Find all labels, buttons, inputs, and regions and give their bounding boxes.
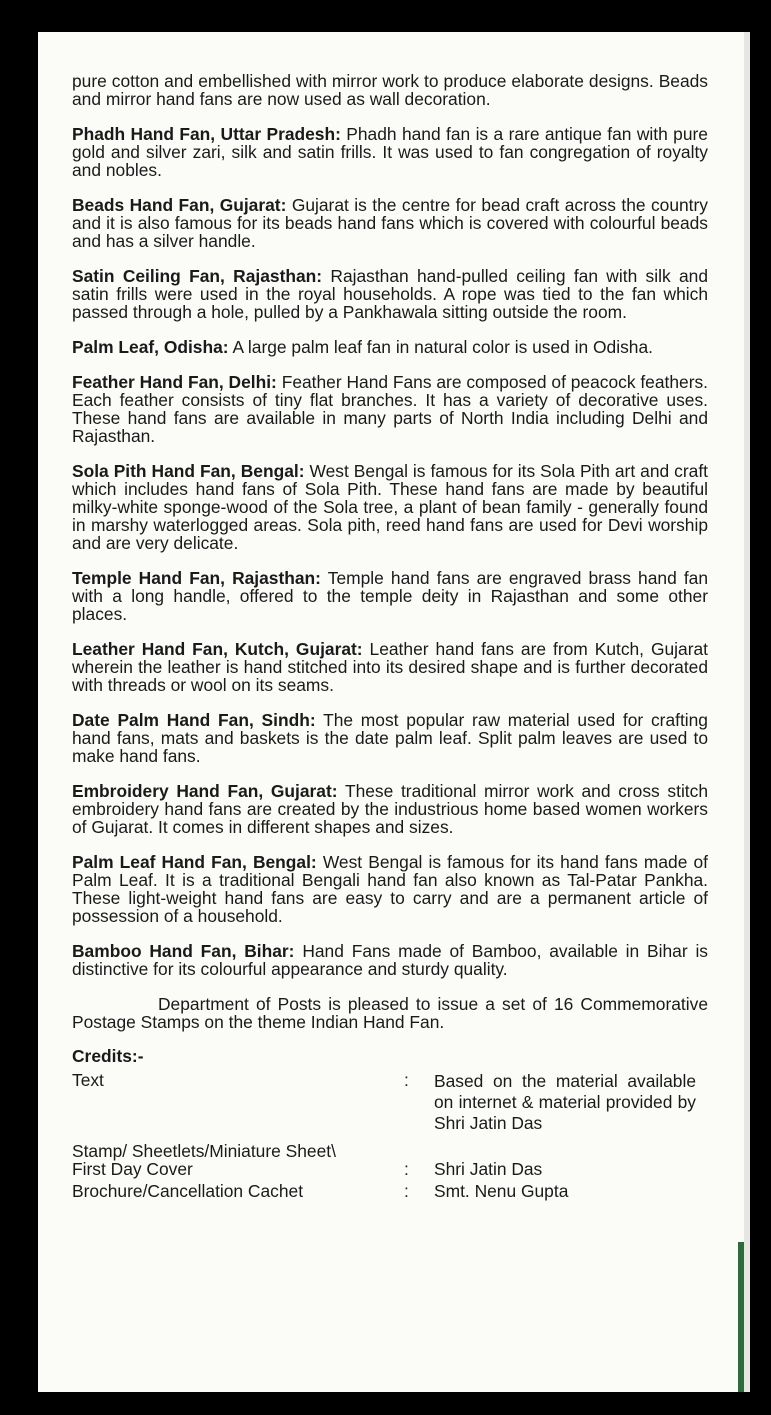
credit-brochure-row [72, 1182, 708, 1200]
fan-paragraph-sola-pith [72, 462, 708, 552]
fan-title: Palm Leaf Hand Fan, Bengal: [72, 852, 317, 872]
fan-title: Phadh Hand Fan, Uttar Pradesh: [72, 124, 341, 144]
brochure-page [38, 32, 750, 1392]
page-edge-strip [738, 1242, 744, 1392]
credit-separator: : [404, 1159, 409, 1179]
fan-paragraph-beads [72, 196, 708, 250]
fan-title: Satin Ceiling Fan, Rajasthan: [72, 266, 323, 286]
fan-description: A large palm leaf fan in natural color is used in Odisha. [232, 337, 653, 357]
fan-paragraph-date-palm [72, 711, 708, 765]
fan-description: Rajasthan hand-pulled ceiling fan with silk and satin frills were used in the royal households. A rope was tied to the fan which passed through a hole, pulled by a Pankhawala sitting outside the room. [72, 266, 708, 322]
fan-description: West Bengal is famous for its Sola Pith art and craft which includes hand fans of Sola Pith. These hand fans are made by beautiful milky-white sponge-wood of the Sola tree, a plant of bean family - generally found in marshy waterlogged areas. Sola pith, reed hand fans are used for Devi worship and are very delicate. [72, 461, 708, 553]
credit-label: Stamp/ Sheetlets/Miniature Sheet\ [72, 1141, 336, 1161]
credit-label: Brochure/Cancellation Cachet [72, 1181, 304, 1201]
fan-paragraph-embroidery [72, 782, 708, 836]
brochure-text [72, 72, 708, 1200]
fan-description: These traditional mirror work and cross stitch embroidery hand fans are created by the industrious home based women workers of Gujarat. It comes in different shapes and sizes. [72, 781, 709, 837]
fan-title: Date Palm Hand Fan, Sindh: [72, 710, 316, 730]
credit-value: Shri Jatin Das [434, 1159, 543, 1179]
fan-paragraph-palm-leaf-bengal [72, 853, 708, 925]
fan-title: Embroidery Hand Fan, Gujarat: [72, 781, 338, 801]
credit-label: Text [72, 1070, 104, 1090]
fan-title: Temple Hand Fan, Rajasthan: [72, 568, 321, 588]
fan-description: Leather hand fans are from Kutch, Gujarat wherein the leather is hand stitched into its desired shape and is further decorated with threads or wool on its seams. [72, 639, 708, 695]
fan-title: Feather Hand Fan, Delhi: [72, 372, 277, 392]
fan-description: Gujarat is the centre for bead craft across the country and it is also famous for its beads hand fans which is covered with colourful beads and has a silver handle. [72, 195, 708, 251]
credit-value: Based on the material available on internet & material provided by Shri Jatin Das [434, 1071, 696, 1133]
fan-paragraph-temple [72, 569, 708, 623]
fan-paragraph-feather [72, 373, 708, 445]
credit-stamp-row [72, 1142, 708, 1160]
fan-paragraph-leather [72, 640, 708, 694]
fan-paragraph-satin-ceiling [72, 267, 708, 321]
fan-title: Palm Leaf, Odisha: [72, 337, 229, 357]
fan-paragraph-phadh [72, 125, 708, 179]
fan-title: Leather Hand Fan, Kutch, Gujarat: [72, 639, 363, 659]
fan-title: Bamboo Hand Fan, Bihar: [72, 941, 295, 961]
credit-fdc-row [72, 1160, 708, 1178]
credit-separator: : [404, 1181, 409, 1201]
fan-paragraph-palm-leaf-odisha [72, 338, 708, 356]
credit-label: First Day Cover [72, 1159, 193, 1179]
fan-description: Temple hand fans are engraved brass hand fan with a long handle, offered to the temple deity in Rajasthan and some other places. [72, 568, 708, 624]
fan-title: Beads Hand Fan, Gujarat: [72, 195, 287, 215]
fan-description: Phadh hand fan is a rare antique fan with pure gold and silver zari, silk and satin frills. It was used to fan congregation of royalty and nobles. [72, 124, 708, 180]
fan-paragraph-bamboo [72, 942, 708, 978]
credits-heading: Credits:- [72, 1046, 144, 1066]
fan-description: Feather Hand Fans are composed of peacock feathers. Each feather consists of tiny flat branches. It has a variety of decorative uses. These hand fans are available in many parts of North India including Delhi and Rajasthan. [72, 372, 709, 446]
intro-paragraph: pure cotton and embellished with mirror work to produce elaborate designs. Beads and mirror hand fans are now used as wall decoration. [72, 71, 708, 109]
fan-description: Hand Fans made of Bamboo, available in Bihar is distinctive for its colourful appearance and sturdy quality. [72, 941, 709, 979]
credit-value: Smt. Nenu Gupta [434, 1181, 569, 1201]
fan-description: West Bengal is famous for its hand fans made of Palm Leaf. It is a traditional Bengali hand fan also known as Tal-Patar Pankha. These light-weight hand fans are easy to carry and are a permanent article of possession of a household. [72, 852, 708, 926]
fan-title: Sola Pith Hand Fan, Bengal: [72, 461, 305, 481]
issue-notice: Department of Posts is pleased to issue a set of 16 Commemorative Postage Stamps on the theme Indian Hand Fan. [72, 994, 708, 1032]
fan-description: The most popular raw material used for crafting hand fans, mats and baskets is the date palm leaf. Split palm leaves are used to make hand fans. [72, 710, 708, 766]
credit-text-row [72, 1071, 708, 1134]
credit-separator: : [404, 1070, 409, 1090]
